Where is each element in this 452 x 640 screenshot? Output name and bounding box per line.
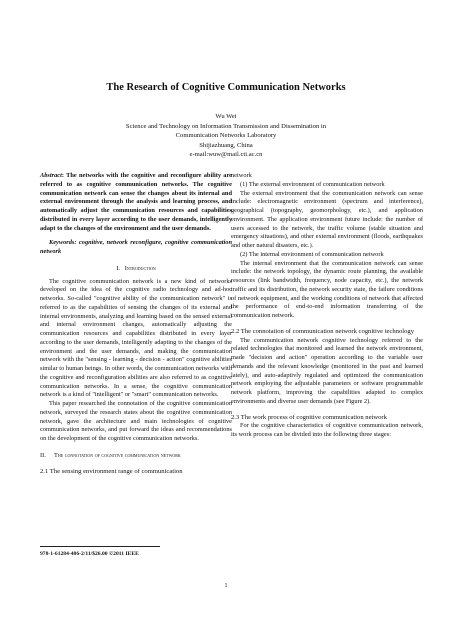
subsection-2-3-heading: 2.3 The work process of cognitive communication network [231,413,387,421]
keywords: Keywords: cognitive, network reconfigure, cognitive communication network [40,239,232,255]
author-city: Shijiazhuang, China [199,141,253,149]
subsection-2-1-heading: 2.1 The sensing environment range of communication [40,467,183,475]
paper-title: The Research of Cognitive Communication Networks [106,82,346,93]
abstract-text: : The networks with the cognitive and reconfigure ability are referred to as cognitive communication networks. The cognitive communication network can sense the changes about its internal and external environment through the analysis and learning process, and automatically adjust the communication resources and capabilities distributed in every layer according to the user demands, intelligently adapt to the changes of the environment and the user demands. [40,172,232,232]
subsection-2-3-paragraph: For the cognitive characteristics of cognitive communication network, its work process can be divided into the following three stages: [231,422,423,438]
external-environment-title: (1) The external environment of communication network [240,180,385,188]
subsection-2-2-heading: 2.2 The connotation of communication network cognitive technology [231,327,414,335]
subsection-2-1-heading-continued: network [231,172,252,179]
page-number: 1 [224,583,228,589]
copyright-footer: 978-1-61284-486-2/11/$26.00 ©2011 IEEE [40,551,139,557]
author-affiliation-line2: Communication Networks Laboratory [175,132,277,140]
intro-paragraph-1: The cognitive communication network is a new kind of networks developed on the idea of the cognitive radio technology and ad-hoc networks. So-called "cognitive ability of the communication network" is referred to as the capabilities of sensing the changes of its external and internal environments, analyzing and learning based on the sensed external and internal environment changes, automatically adjusting the communication resources and capabilities distributed in every layer according to the user demands, intelligently adapting to the changes of the environment and the user demands, and making the communication network with the "sensing - learning - decision - action" cognitive abilities similar to human beings. In other words, the communication networks with the cognitive and reconfiguration abilities are also referred to as cognitive communication networks. In a sense, the cognitive communication network is a kind of "intelligent" or "smart" communication networks. [40,277,232,399]
right-column [231,172,423,440]
abstract-label: Abstract [40,172,62,179]
section-1-title: Introduction [124,264,156,272]
left-column [40,172,232,476]
intro-paragraph-2: This paper researched the connotation of the cognitive communication network, surveyed the research states about the cognitive communication network, gave the architecture and main technologies of cognitive communication networks, and put forward the ideas and recommendations on the development of the cognitive communication networks. [40,400,232,442]
subsection-2-2-paragraph: The communication network cognitive technology referred to the related technologies that monitored and learned the network environment, made "decision and action" operation according to the variable user demands and the relevant knowledge (monitored in the past and learned lately), and auto-adaptivly regulated and optimized the communication network employing the adjustable parameters or software programmable network platform, improving the capabilities adapted to complex environments and diverse user demands (see Figure 2). [231,336,423,405]
internal-environment-paragraph: The internal environment that the communication network can sense include: the network topology, the dynamic route planning, the available resources (link bandwidth, frequency, node capacity, etc.), the network traffic and its distribution, the network security state, the failure conditions of network equipment, and the working conditions of network that affected the performance of end-to-end information transferring of the communication network. [231,259,423,319]
section-2-number: II. [40,451,46,459]
section-2-heading [40,452,232,461]
section-1-number: I. [116,264,120,272]
author-block [0,112,452,160]
internal-environment-title: (2) The internal environment of communication network [240,250,384,258]
section-1-heading [40,265,232,274]
abstract [40,172,232,233]
author-affiliation-line1: Science and Technology on Information Transmission and Dissemination in [125,122,327,130]
author-name: Wu Wei [215,113,237,120]
section-2-title: The connotation of cognitive communication network [54,451,181,459]
author-email: e-mail:wuw@mail.cti.ac.cn [189,151,263,159]
footer-rule [40,546,160,547]
external-environment-paragraph: The external environment that the communication network can sense include: electromagnetic environment (spectrum and interference), geographical (topography, geomorphology, etc.), and application environment. The application environment future include: the number of users accessed to the network, the traffic volume (stable situation and emergency situations), and other external environment (floods, earthquakes and other natural disasters, etc.). [231,189,423,249]
